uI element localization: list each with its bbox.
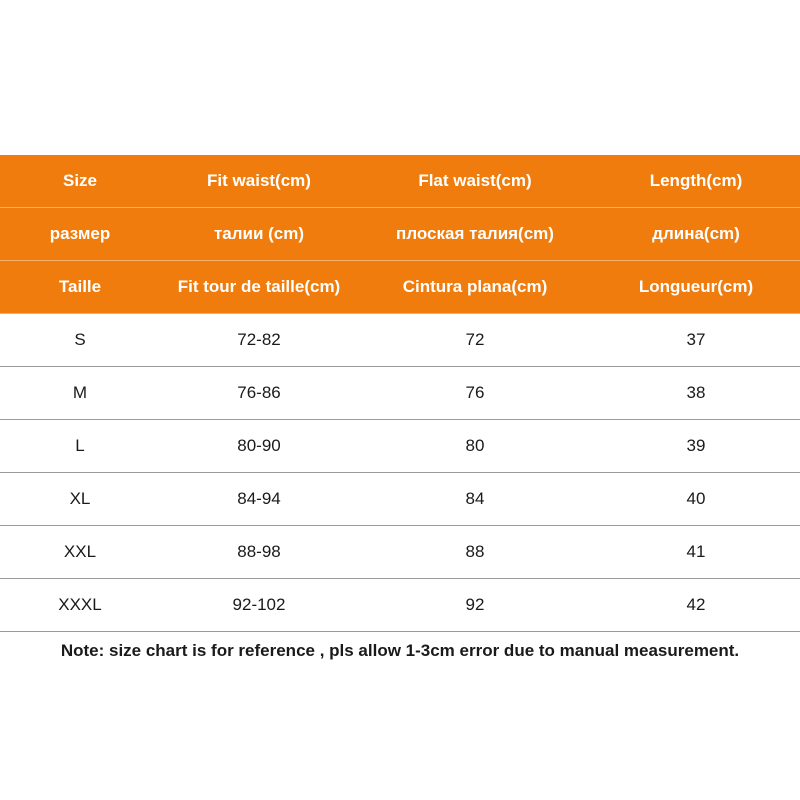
header-cell: Taille	[58, 277, 102, 296]
header-cell: длина(cm)	[652, 224, 740, 243]
size-chart-note: Note: size chart is for reference , pls allow 1-3cm error due to manual measurement.	[60, 641, 740, 660]
header-row-english	[0, 155, 800, 208]
length-cell: 38	[686, 383, 706, 402]
header-row-russian	[0, 208, 800, 261]
fit-waist-cell: 92-102	[232, 595, 286, 614]
header-cell: Size	[62, 171, 98, 190]
length-cell: 41	[686, 542, 706, 561]
flat-waist-cell: 80	[465, 436, 485, 455]
header-cell: Longueur(cm)	[638, 277, 754, 296]
header-cell: Fit waist(cm)	[207, 171, 311, 190]
fit-waist-cell: 72-82	[237, 330, 281, 349]
header-cell: Flat waist(cm)	[418, 171, 532, 190]
header-cell: талии (cm)	[213, 224, 305, 243]
table-row	[0, 420, 800, 473]
table-row	[0, 473, 800, 526]
fit-waist-cell: 76-86	[237, 383, 281, 402]
header-cell: плоская талия(cm)	[396, 224, 554, 243]
fit-waist-cell: 80-90	[237, 436, 281, 455]
table-row	[0, 367, 800, 420]
flat-waist-cell: 88	[465, 542, 485, 561]
size-cell: XL	[69, 489, 91, 508]
fit-waist-cell: 88-98	[237, 542, 281, 561]
table-row	[0, 579, 800, 632]
flat-waist-cell: 84	[465, 489, 485, 508]
size-chart-table	[0, 155, 800, 632]
header-row-french-spanish	[0, 261, 800, 314]
flat-waist-cell: 76	[465, 383, 485, 402]
length-cell: 37	[686, 330, 706, 349]
table-row	[0, 314, 800, 367]
length-cell: 40	[686, 489, 706, 508]
header-cell: размер	[49, 224, 111, 243]
header-cell: Length(cm)	[649, 171, 743, 190]
fit-waist-cell: 84-94	[237, 489, 281, 508]
size-cell: L	[75, 436, 85, 455]
flat-waist-cell: 92	[465, 595, 485, 614]
table-row	[0, 526, 800, 579]
size-cell: XXL	[63, 542, 97, 561]
header-cell: Cintura plana(cm)	[402, 277, 548, 296]
size-cell: M	[72, 383, 88, 402]
length-cell: 42	[686, 595, 706, 614]
flat-waist-cell: 72	[465, 330, 485, 349]
length-cell: 39	[686, 436, 706, 455]
header-cell: Fit tour de taille(cm)	[177, 277, 341, 296]
size-cell: S	[74, 330, 86, 349]
size-cell: XXXL	[58, 595, 102, 614]
